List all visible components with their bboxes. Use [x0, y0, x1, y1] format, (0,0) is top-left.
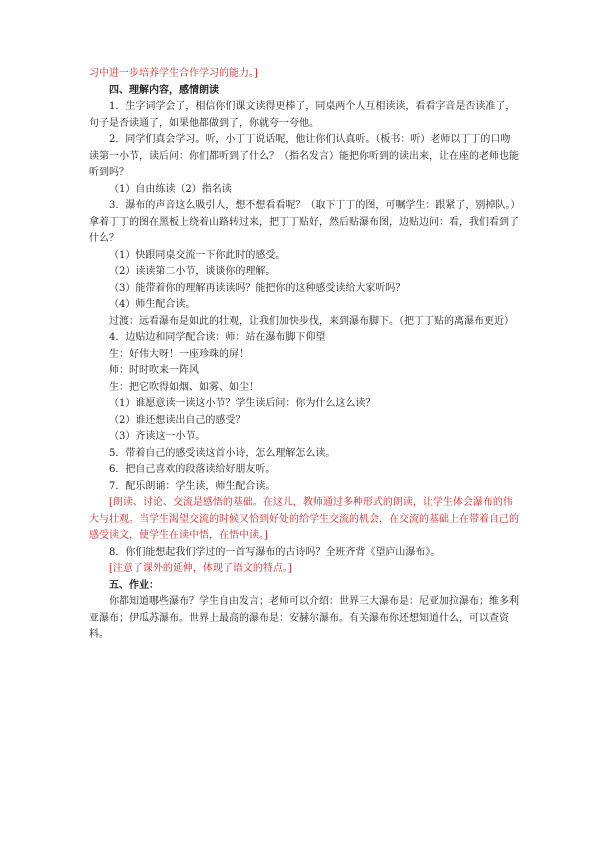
- paragraph-annotation-reading: [朗读、讨论、交流是感悟的基础。在这儿，教师通过多种形式的朗读，让学生体会瀑布的伟大与壮观。当学生渴望交流的时候又恰到好处的给学生交流的机会，在交流的基础上在带着自己的感受读文，使学生在读中悟，在悟中读。]: [89, 497, 519, 541]
- paragraph-transition: 过渡：远看瀑布是如此的壮观，让我们加快步伐，来到瀑布脚下。（把丁丁贴的离瀑布更近）: [109, 315, 514, 327]
- dialogue-line-student-1: 生：好伟大呀！一座珍珠的屏！: [109, 348, 249, 360]
- paragraph-step-2: 2．同学们真会学习。听，小丁丁说话呢，他让你们认真听。（板书：听）老师以丁丁的口吻读第一小节，读后问：你们都听到了什么？（指名发言）能把你听到的读出来，让在座的老师也能听到吗？: [89, 134, 519, 178]
- paragraph-homework: 你都知道哪些瀑布？学生自由发言；老师可以介绍：世界三大瀑布是：尼亚加拉瀑布；维多利亚瀑布；伊瓜苏瀑布。世界上最高的瀑布是：安赫尔瀑布。有关瀑布你还想知道什么，可以查资料。: [89, 596, 519, 640]
- paragraph-step-3: 3．瀑布的声音这么吸引人，想不想看看呢？（取下丁丁的图，可嘱学生：跟紧了，别掉队。）拿着丁丁的图在黑板上绕着山路转过来，把丁丁贴好，然后贴瀑布图，边贴边问：看，我们看到了什么？: [89, 200, 519, 244]
- sub-item-own-feeling: （2）谁还想读出自己的感受？: [109, 414, 246, 426]
- paragraph-annotation-extension: [注意了课外的延伸，体现了语文的特点。]: [109, 563, 292, 574]
- dialogue-line-teacher: 师：时时吹来一阵风: [109, 365, 199, 376]
- paragraph-step-6: 6．把自己喜欢的段落读给好朋友听。: [109, 464, 276, 475]
- section-heading-4: 四、理解内容，感情朗读: [109, 84, 219, 96]
- paragraph-step-7: 7．配乐朗诵：学生读，师生配合读。: [109, 480, 276, 492]
- section-heading-5: 五、作业：: [109, 579, 159, 591]
- paragraph-step-1: 1．生字词学会了，相信你们课文读得更棒了，同桌两个人互相读读，看看字音是否读准了，句子是否读通了，如果他都做到了，你就夸一夸他。: [89, 101, 516, 129]
- paragraph-step-4: 4．边贴边和同学配合读：师：站在瀑布脚下仰望: [109, 332, 326, 343]
- sub-item-1: （1）快跟同桌交流一下你此时的感受。: [109, 249, 286, 261]
- sub-item-who-reads: （1）谁愿意读一读这小节？学生读后问：你为什么这么读？: [109, 398, 376, 409]
- sub-item-2: （2）读读第二小节，谈谈你的理解。: [109, 266, 276, 277]
- sub-item-3: （3）能带着你的理解再读读吗？能把你的这种感受读给大家听吗？: [109, 282, 406, 294]
- sub-item-4: （4）师生配合读。: [109, 299, 196, 310]
- document-page: [89, 66, 519, 644]
- sub-item-read-practice: （1）自由练读（2）指名读: [109, 183, 232, 195]
- dialogue-line-student-2: 生：把它吹得如烟、如雾、如尘！: [109, 381, 259, 393]
- paragraph-annotation-continued: 习中进一步培养学生合作学习的能力。]: [89, 68, 258, 79]
- paragraph-step-8: 8．你们能想起我们学过的一首写瀑布的古诗吗？全班齐背《望庐山瀑布》。: [109, 546, 441, 558]
- paragraph-step-5: 5．带着自己的感受读这首小诗，怎么理解怎么读。: [109, 447, 336, 459]
- sub-item-read-together: （3）齐读这一小节。: [109, 431, 206, 442]
